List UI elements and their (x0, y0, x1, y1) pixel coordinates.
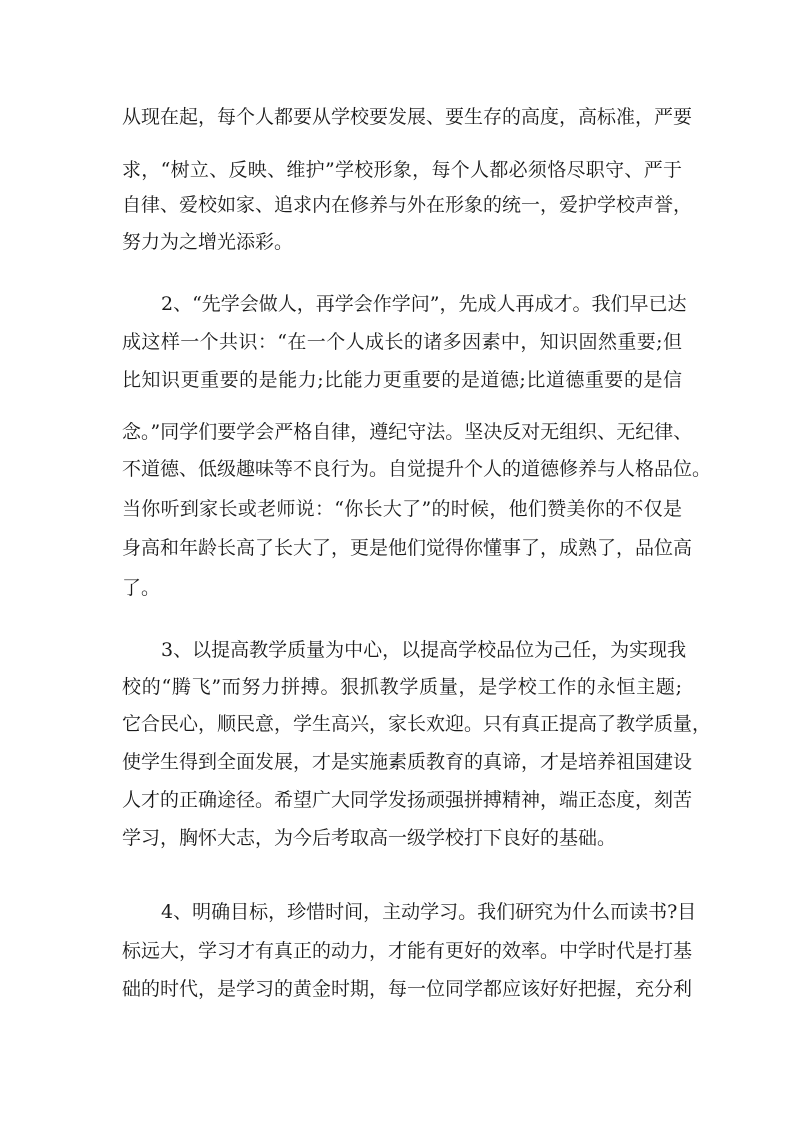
text-line: 自律、爱校如家、追求内在修养与外在形象的统一，爱护学校声誉， (122, 194, 693, 216)
text-line: 使学生得到全面发展，才是实施素质教育的真谛，才是培养祖国建设 (122, 751, 693, 773)
text-line: 它合民心，顺民意，学生高兴，家长欢迎。只有真正提高了教学质量， (122, 713, 712, 735)
text-line: 校的“腾飞”而努力拼搏。狠抓教学质量，是学校工作的永恒主题; (122, 676, 682, 698)
text-line: 从现在起，每个人都要从学校要发展、要生存的高度，高标准，严要 (122, 106, 693, 128)
text-line: 努力为之增光添彩。 (122, 231, 294, 253)
text-line: 求，“树立、反映、维护”学校形象，每个人都必须恪尽职守、严于 (122, 159, 682, 181)
text-line: 念。”同学们要学会严格自律，遵纪守法。坚决反对无组织、无纪律、 (122, 421, 693, 443)
text-line: 当你听到家长或老师说：“你长大了”的时候，他们赞美你的不仅是 (122, 498, 682, 520)
text-line: 不道德、低级趣味等不良行为。自觉提升个人的道德修养与人格品位。 (122, 458, 712, 480)
text-line: 成这样一个共识：“在一个人成长的诸多因素中，知识固然重要;但 (122, 331, 682, 353)
text-line: 人才的正确途径。希望广大同学发扬顽强拼搏精神，端正态度，刻苦 (122, 789, 693, 811)
text-line: 学习，胸怀大志，为今后考取高一级学校打下良好的基础。 (122, 827, 617, 849)
text-line: 2、“先学会做人，再学会作学问”，先成人再成才。我们早已达 (161, 293, 687, 315)
text-line: 4、明确目标，珍惜时间，主动学习。我们研究为什么而读书?目 (161, 901, 697, 923)
text-line: 身高和年龄长高了长大了，更是他们觉得你懂事了，成熟了，品位高 (122, 537, 693, 559)
text-line: 比知识更重要的是能力;比能力更重要的是道德;比道德重要的是信 (122, 369, 682, 391)
text-line: 础的时代，是学习的黄金时期，每一位同学都应该好好把握，充分利 (122, 978, 693, 1000)
text-line: 了。 (122, 577, 161, 599)
text-line: 标远大，学习才有真正的动力，才能有更好的效率。中学时代是打基 (122, 940, 693, 962)
text-line: 3、以提高教学质量为中心，以提高学校品位为己任，为实现我 (161, 639, 687, 661)
